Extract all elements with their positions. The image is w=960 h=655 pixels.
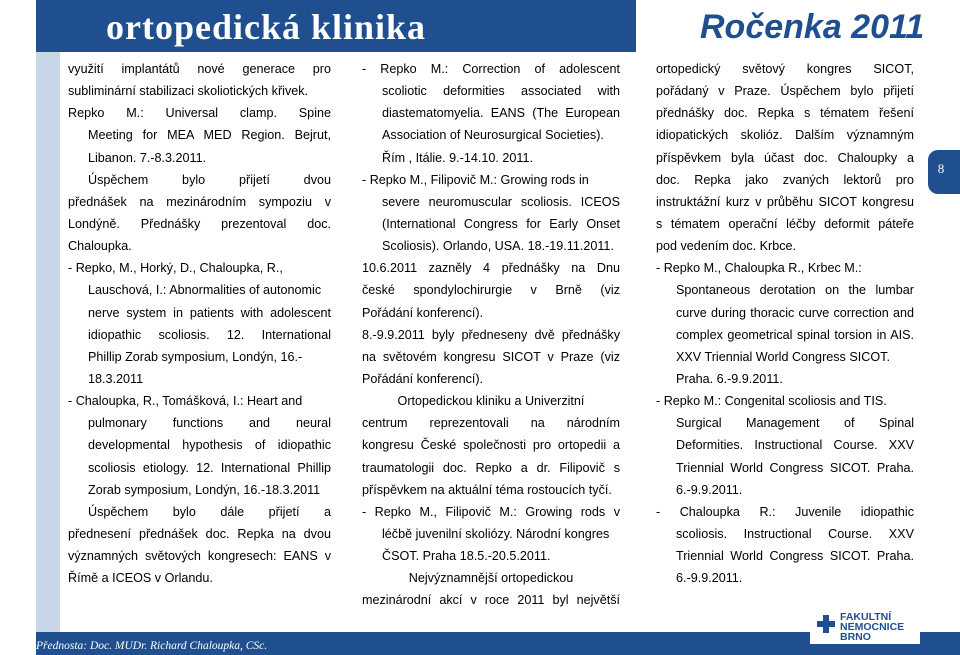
text-line: pořádaný v Praze. Úspěchem bylo přijetí [656, 84, 914, 99]
text-line: - Chaloupka, R., Tomášková, I.: Heart and [68, 394, 303, 409]
text-line: - Repko M., Filipovič M.: Growing rods v [362, 504, 620, 519]
text-line: subliminární stabilizaci skoliotických křivek. [68, 84, 309, 99]
text-line: Libanon. 7.-8.3.2011. [88, 150, 207, 165]
text-line: Scoliosis). Orlando, USA. 18.-19.11.2011. [382, 239, 614, 254]
text-line: české spondylochirurgie v Brně (viz [362, 283, 620, 298]
text-line: Repko M.: Universal clamp. Spine [68, 106, 331, 121]
hospital-logo [810, 604, 920, 644]
text-line: 10.6.2011 zazněly 4 přednášky na Dnu [362, 261, 620, 276]
text-line: (International Congress for Early Onset [382, 216, 620, 231]
text-line: XXV Triennial World Congress SICOT. [676, 349, 890, 364]
header-banner [36, 0, 636, 52]
text-column-3 [656, 58, 914, 589]
text-line: přednášky doc. Repka s tématem řešení [656, 106, 914, 121]
text-line: - Chaloupka R.: Juvenile idiopathic [656, 504, 914, 519]
left-sidebar-strip [36, 52, 60, 632]
text-line: příspěvkem na aktuální téma rostoucích tyčí. [362, 482, 612, 497]
yearbook-title: Ročenka 2011 [700, 8, 925, 46]
text-line: přednesení přednášek doc. Repka na dvou [68, 526, 331, 541]
text-line: severe neuromuscular scoliosis. ICEOS [382, 194, 620, 209]
text-line: developmental hypothesis of idiopathic [88, 438, 331, 453]
text-line: pulmonary functions and neural [88, 416, 331, 431]
text-line: Římě a ICEOS v Orlandu. [68, 571, 213, 586]
page-title: ortopedická klinika [106, 7, 427, 47]
text-line: mezinárodní akcí v roce 2011 byl největší [362, 593, 620, 608]
text-line: s tématem operační léčby deformit páteře [656, 216, 914, 231]
text-line: Londýně. Přednášky prezentoval doc. [68, 216, 331, 231]
text-line: příspěvkem byla účast doc. Chaloupky a [656, 150, 914, 165]
text-line: idiopatických skolióz. Dalším významným [656, 128, 914, 143]
text-line: na světovém kongresu SICOT v Praze (viz [362, 349, 620, 364]
text-line: curve during thoracic curve correction and [676, 305, 914, 320]
text-line: Spontaneous derotation on the lumbar [676, 283, 914, 298]
text-line: - Repko M.: Congenital scoliosis and TIS. [656, 394, 887, 409]
text-line: přednášek na mezinárodním sympoziu v [68, 194, 331, 209]
text-line: 18.3.2011 [88, 371, 144, 386]
text-line: ČSOT. Praha 18.5.-20.5.2011. [382, 549, 551, 564]
text-line: využití implantátů nové generace pro [68, 62, 331, 76]
text-line: traumatologii doc. Repko a dr. Filipovič s [362, 460, 620, 475]
text-line: Praha. 6.-9.9.2011. [676, 371, 783, 386]
text-line: - Repko M.: Correction of adolescent [362, 62, 620, 76]
text-line: nerve system in patients with adolescent [88, 305, 331, 320]
text-line: Phillip Zorab symposium, Londýn, 16.- [88, 349, 303, 364]
text-line: Pořádání konferencí). [362, 305, 484, 320]
text-line: Nejvýznamnější ortopedickou [408, 571, 574, 586]
text-line: idiopathic scoliosis. 12. International [88, 327, 331, 342]
text-line: léčbě juvenilní skoliózy. Národní kongres [382, 526, 610, 541]
text-line: pod vedením doc. Krbce. [656, 239, 797, 254]
footer-text: Přednosta: Doc. MUDr. Richard Chaloupka, CSc. [36, 640, 268, 652]
text-line: kongresu České společnosti pro ortopedii a [362, 438, 620, 453]
text-line: doc. Repka jako zvaných lektorů pro [656, 172, 914, 187]
text-line: Deformities. Instructional Course. XXV [676, 438, 914, 453]
text-line: scoliotic deformities associated with [382, 84, 620, 99]
logo-line-1: FAKULTNÍ [840, 611, 892, 623]
text-line: scoliosis etiology. 12. International Phillip [88, 460, 331, 475]
text-line: Meeting for MEA MED Region. Bejrut, [88, 128, 331, 143]
text-column-2 [362, 58, 620, 612]
text-line: Řím , Itálie. 9.-14.10. 2011. [382, 150, 533, 165]
text-line: Lauschová, I.: Abnormalities of autonomic [88, 283, 322, 298]
text-line: Úspěchem bylo přijetí dvou [88, 172, 331, 187]
text-line: Ortopedickou kliniku a Univerzitní [397, 394, 585, 409]
text-line: ortopedický světový kongres SICOT, [656, 62, 914, 76]
logo-cross-icon [816, 614, 836, 634]
text-line: scoliosis. Instructional Course. XXV [676, 526, 914, 541]
text-line: Association of Neurosurgical Societies). [382, 128, 604, 143]
text-line: Triennial World Congress SICOT. Praha. [676, 460, 914, 475]
text-column-1 [68, 58, 331, 589]
text-line: centrum reprezentovali na národním [362, 416, 620, 431]
text-line: Zorab symposium, Londýn, 16.-18.3.2011 [88, 482, 321, 497]
text-line: diastematomyelia. EANS (The European [382, 106, 620, 121]
text-line: - Repko M., Chaloupka R., Krbec M.: [656, 261, 862, 276]
logo-line-3: BRNO [840, 631, 871, 643]
text-line: 6.-9.9.2011. [676, 482, 743, 497]
page-number: 8 [937, 161, 945, 176]
text-line: 8.-9.9.2011 byly předneseny dvě přednášky [362, 327, 620, 342]
text-line: Úspěchem bylo dále přijetí a [88, 504, 331, 519]
text-line: Surgical Management of Spinal [676, 416, 914, 431]
logo-line-2: NEMOCNICE [840, 621, 905, 633]
text-line: významných světových kongresech: EANS v [68, 549, 331, 564]
text-line: - Repko M., Filipovič M.: Growing rods in [362, 172, 589, 187]
text-line: instruktážní kurz v průběhu SICOT kongresu [656, 194, 914, 209]
text-line: - Repko, M., Horký, D., Chaloupka, R., [68, 261, 283, 276]
page-number-tab [928, 150, 960, 194]
text-line: Chaloupka. [68, 239, 132, 254]
text-line: complex geometrical spinal torsion in AIS. [676, 327, 914, 342]
text-line: Triennial World Congress SICOT. Praha. [676, 549, 914, 564]
text-line: 6.-9.9.2011. [676, 571, 743, 586]
text-line: Pořádání konferencí). [362, 371, 484, 386]
